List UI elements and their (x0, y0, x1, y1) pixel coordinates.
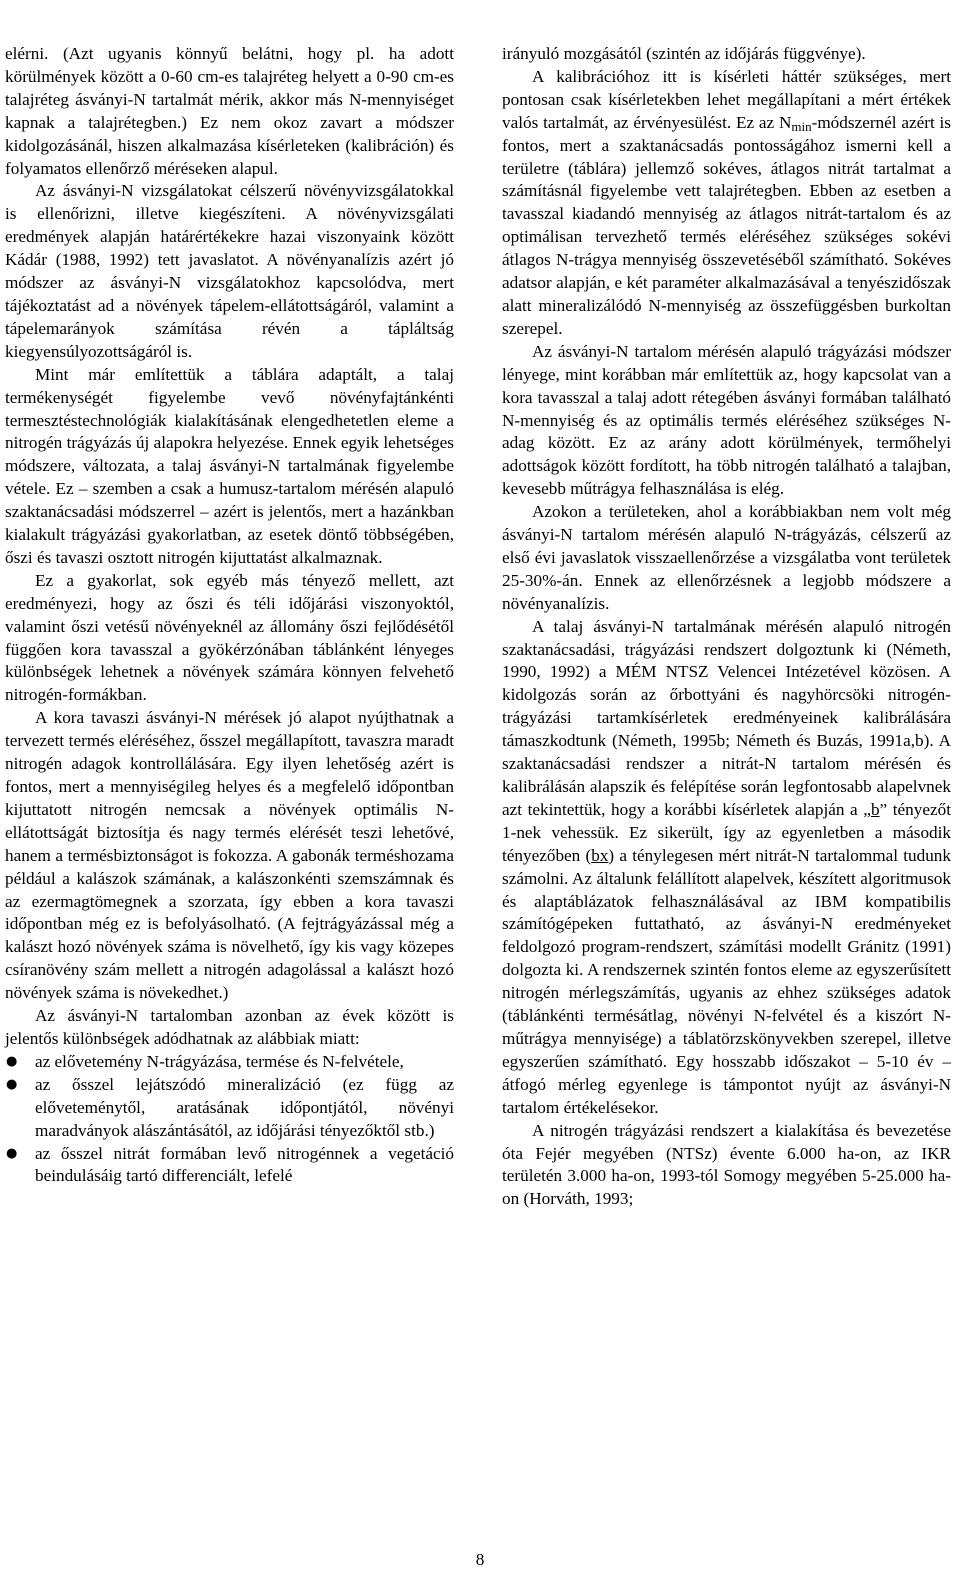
paragraph-text: ” tényezőt 1-nek vehessük. Ez sikerült, így az egyenletben a második tényezőben ( (502, 799, 951, 865)
bullet-icon: ● (6, 1145, 18, 1161)
list-item-text: az ősszel lejátszódó mineralizáció (ez függ az előveteménytől, aratásának időpontjától, növényi maradványok alászántásától, az időjárási tényezőktől stb.) (35, 1074, 454, 1140)
paragraph-text: -módszernél azért is fontos, mert a szaktanácsadás pontosságához ismerni kell a területre (táblára) jellemző sokéves, átlagos nitrát tartalmat a számításnál figyelembe vett talajrétegben. Ebben az esetben a tavasszal kiadandó mennyiség az átlagos nitrát-tartalom és az optimálisan tervezhető termés eléréséhez szükséges sokévi átlagos N-trágya mennyiség összevetéséből számítható. Sokéves adatsor alapján, e két paraméter alkalmazásával a tenyészidőszak alatt mineralizálódó N-mennyiség az összefüggésben burkoltan szerepel. (502, 112, 951, 338)
list-item-text: az elővetemény N-trágyázása, termése és N-felvétele, (35, 1051, 404, 1071)
bullet-list (5, 1051, 454, 1188)
left-column (5, 43, 454, 1188)
subscript: min (791, 118, 812, 134)
list-item-text: az ősszel nitrát formában levő nitrogénnek a vegetáció beindulásáig tartó differenciált, lefelé (35, 1143, 454, 1186)
paragraph: Ez a gyakorlat, sok egyéb más tényező mellett, azt eredményezi, hogy az őszi és téli időjárási viszonyoktól, valamint őszi vetésű növényeknél az állomány őszi fejlődésétől függően kora tavasszal a gyökérzónában táblánként lényeges különbségek lehetnek a növények számára könnyen felvehető nitrogén-formákban. (5, 570, 454, 705)
paragraph: Mint már említettük a táblára adaptált, a talaj termékenységét figyelembe vevő növényfajtánkénti termesztéstechnológiák kialakításának elengedhetetlen eleme a nitrogén trágyázás új alapokra helyezése. Ennek egyik lehetséges módszere, változata, a talaj ásványi-N tartalmának figyelembe vétele. Ez – szemben a csak a humusz-tartalom mérésén alapuló szaktanácsadási módszerrel – azért is jelentős, mert a hazánkban kialakult trágyázási gyakorlatban, az esetek döntő többségében, őszi és tavaszi osztott nitrogén kijuttatást alkalmaznak. (5, 364, 454, 567)
list-item (5, 1074, 454, 1143)
bullet-icon: ● (6, 1076, 18, 1092)
page-number: 8 (475, 1550, 485, 1569)
paragraph: elérni. (Azt ugyanis könnyű belátni, hogy pl. ha adott körülmények között a 0-60 cm-es talajréteg helyett a 0-90 cm-es talajréteg ásványi-N tartalmát mérik, akkor más N-mennyiséget kapnak a talajrétegben.) Ez nem okoz zavart a módszer kidolgozásánál, hiszen alkalmazása kísérleteken (kalibráción) és folyamatos ellenőrző méréseken alapul. (5, 44, 454, 178)
paragraph: Az ásványi-N tartalom mérésén alapuló trágyázási módszer lényege, mint korábban már említettük az, hogy kapcsolat van a kora tavasszal a talaj adott rétegében ásványi formában található N-mennyiség és az optimális termés eléréséhez szükséges N-adag között. Ez az arány adott körülmények, termőhelyi adottságok között fordított, ha több nitrogén található a talajban, kevesebb műtrágya felhasználása is elég. (502, 341, 951, 499)
paragraph: A nitrogén trágyázási rendszert a kialakítása és bevezetése óta Fejér megyében (NTSz) évente 6.000 ha-on, az IKR területén 3.000 ha-on, 1993-tól Somogy megyében 5-25.000 ha-on (Horváth, 1993; (502, 1120, 951, 1209)
bullet-icon: ● (6, 1053, 18, 1069)
paragraph-text: A kalibrációhoz itt is kísérleti háttér szükséges, mert pontosan csak kísérletekben lehet megállapítani a mért értékek valós tartalmát, az érvényesülést. Ez az N (502, 66, 951, 132)
paragraph: Az ásványi-N tartalomban azonban az évek között is jelentős különbségek adódhatnak az alábbiak miatt: (5, 1006, 454, 1048)
paragraph-text: A talaj ásványi-N tartalmának mérésén alapuló nitrogén szaktanácsadási, trágyázási rendszert dolgoztunk ki (Németh, 1990, 1992) a MÉM NTSZ Velencei Intézetével közösen. A kidolgozás során az őrbottyáni és nagyhörcsöki nitrogén-trágyázási tartamkísérletek eredményeinek kalibrálására támaszkodtunk (Németh, 1995b; Németh és Buzás, 1991a,b). A szaktanácsadási rendszer a nitrát-N tartalom mérésén és kalibrálásán alapszik és felépítése során legfontosabb alapelvnek azt tekintettük, hogy a korábbi kísérletek alapján a „ (502, 616, 951, 819)
list-item (5, 1143, 454, 1189)
paragraph-text: ) a ténylegesen mért nitrát-N tartalommal tudunk számolni. Az általunk felállított alapelvek, készített algoritmusok és alaptáblázatok felhasználásával az IBM kompatibilis számítógépeken futtatható, az ásványi-N eredményeket feldolgozó program-rendszert, számítási modellt Gránitz (1991) dolgozta ki. A rendszernek szintén fontos eleme az egyszerűsített nitrogén mérlegszámítás, ugyanis az ehhez szükséges adatok (táblánkénti termésátlag, növényi N-felvétel és a kiszórt N-műtrágya mennyisége) a táblatörzskönyvekben szerepel, illetve egyszerűen számítható. Egy hosszabb időszakot – 5-10 év – átfogó mérleg egyenlege is támpontot nyújt az ásványi-N tartalom értékelésekor. (502, 845, 951, 1117)
underlined-term: bx (591, 845, 609, 865)
paragraph: Azokon a területeken, ahol a korábbiakban nem volt még ásványi-N tartalom mérésén alapuló N-trágyázás, célszerű az első évi javaslatok visszaellenőrzése a vizsgálatba vont területek 25-30%-án. Ennek az ellenőrzésnek a legjobb módszere a növényanalízis. (502, 502, 951, 613)
paragraph (502, 616, 951, 1120)
paragraph: Az ásványi-N vizsgálatokat célszerű növényvizsgálatokkal is ellenőrizni, illetve kiegészíteni. A növényvizsgálati eredmények alapján határértékekre hazai viszonyaink között Kádár (1988, 1992) tett javaslatot. A növényanalízis azért jó módszer az ásványi-N vizsgálatokhoz kapcsolódva, mert tájékoztatást ad a növények tápelem-ellátottságáról, valamint a tápelemarányok számítása révén a tápláltság kiegyensúlyozottságáról is. (5, 181, 454, 361)
underlined-term: b (870, 799, 880, 819)
paragraph: irányuló mozgásától (szintén az időjárás függvénye). (502, 44, 866, 63)
right-column (502, 43, 951, 1211)
list-item (5, 1051, 454, 1074)
paragraph: A kora tavaszi ásványi-N mérések jó alapot nyújthatnak a tervezett termés eléréséhez, ősszel megállapított, tavaszra maradt nitrogén adagok kontrollálására. Egy ilyen lehetőség azért is fontos, mert a mennyiségileg helyes és a megfelelő időpontban kijuttatott nitrogén nemcsak a növények optimális N-ellátottságát biztosítja és nagy termés elérését teszi lehetővé, hanem a termésbiztonságot is fokozza. A gabonák terméshozama például a kalászok számának, a kalászonkénti szemszámnak és az ezermagtömegnek a szorzata, így ebben a kora tavaszi időpontban még ez is befolyásolható. (A fejtrágyázással még a kalászt hozó növények száma is növelhető, így kis vagy közepes csíranövény szám mellett a nitrogén adagolással a kalászt hozó növények száma is növekedhet.) (5, 708, 454, 1003)
paragraph (502, 66, 951, 341)
